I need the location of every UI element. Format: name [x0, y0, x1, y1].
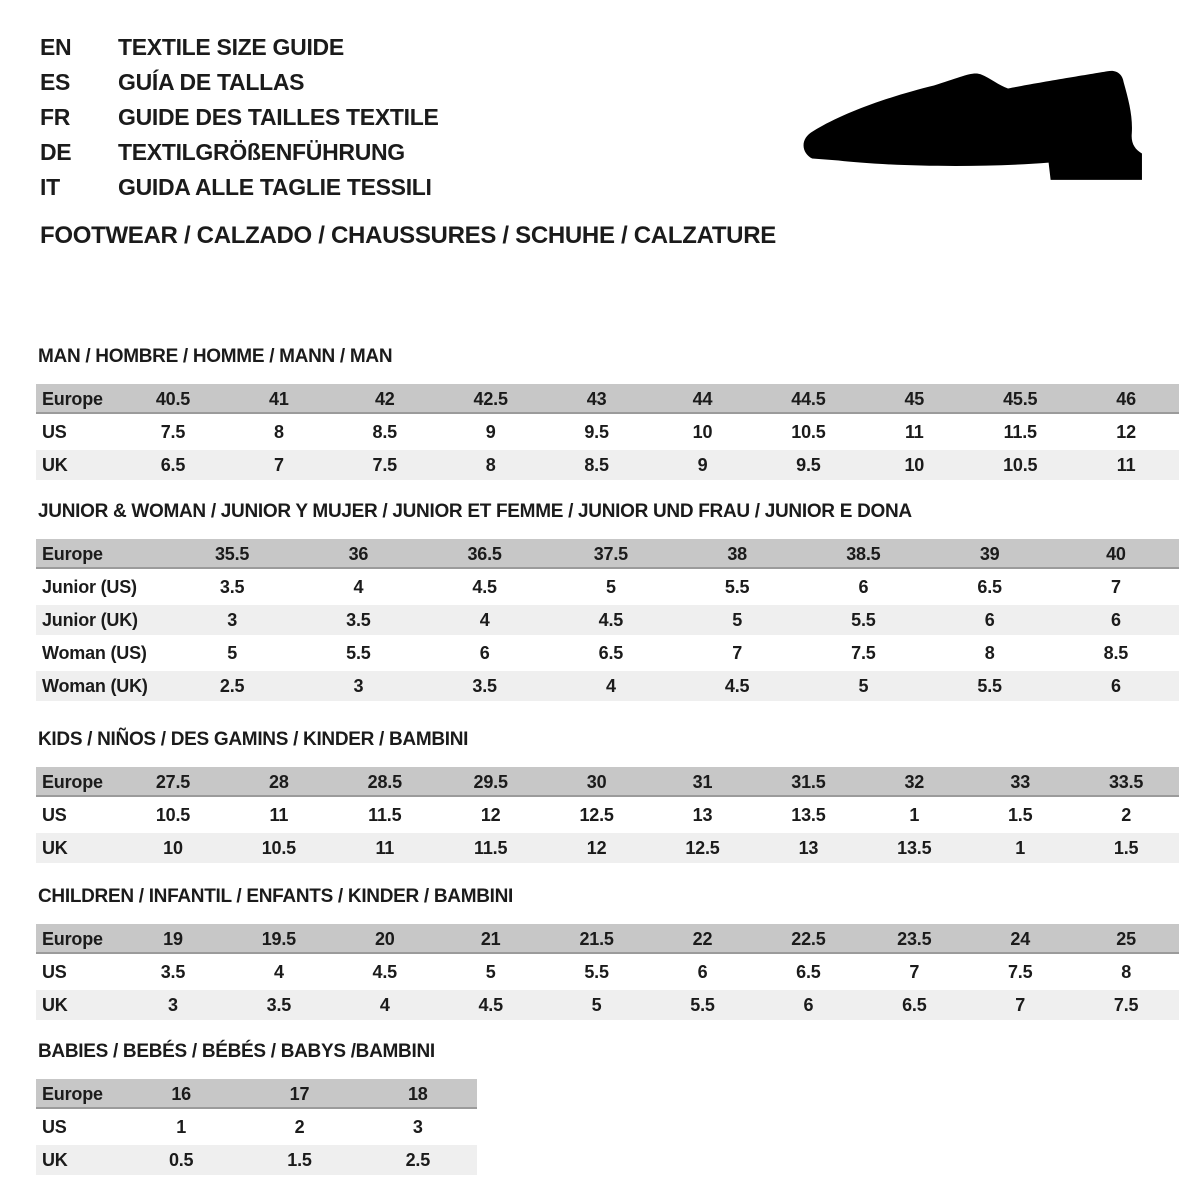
size-table — [36, 924, 1179, 1020]
size-cell: 21.5 — [579, 929, 614, 949]
size-cell: 5.5 — [346, 643, 371, 663]
language-code: ES — [40, 69, 71, 95]
size-cell: 7 — [1015, 995, 1026, 1015]
size-cell: 11.5 — [474, 838, 508, 858]
size-cell: 11 — [904, 422, 924, 442]
language-title: TEXTILE SIZE GUIDE — [118, 34, 344, 60]
row-label: UK — [42, 838, 68, 858]
size-cell: 12 — [480, 805, 501, 825]
row-label: UK — [42, 1150, 68, 1170]
size-cell: 2 — [294, 1117, 305, 1137]
size-cell: 4 — [605, 676, 616, 696]
size-cell: 9.5 — [796, 455, 821, 475]
dress-shoe-icon — [800, 60, 1145, 184]
size-cell: 6.5 — [598, 643, 624, 663]
size-cell: 13.5 — [897, 838, 932, 858]
row-label: Europe — [42, 1084, 103, 1104]
size-cell: 12.5 — [685, 838, 720, 858]
size-cell: 31 — [692, 772, 713, 792]
size-cell: 3.5 — [219, 577, 245, 597]
size-cell: 1 — [176, 1117, 187, 1137]
size-cell: 10.5 — [261, 838, 296, 858]
row-label: UK — [42, 995, 68, 1015]
size-cell: 6 — [858, 577, 869, 597]
size-cell: 33.5 — [1108, 772, 1144, 792]
size-cell: 30 — [586, 772, 607, 792]
row-label: US — [42, 422, 67, 442]
language-title: GUIDA ALLE TAGLIE TESSILI — [118, 174, 432, 200]
size-cell: 10 — [904, 455, 925, 475]
table-row — [36, 957, 1179, 987]
language-row — [40, 100, 439, 135]
section-kids — [36, 729, 1179, 866]
section-babies — [36, 1041, 1179, 1178]
table-row — [36, 833, 1179, 863]
size-cell: 6.5 — [160, 455, 186, 475]
size-cell: 6 — [1110, 676, 1121, 696]
size-cell: 6 — [479, 643, 490, 663]
row-label: US — [42, 1117, 67, 1137]
size-cell: 27.5 — [155, 772, 191, 792]
size-cell: 2.5 — [405, 1150, 431, 1170]
size-cell: 21 — [480, 929, 501, 949]
size-cell: 3.5 — [160, 962, 186, 982]
table-row — [36, 990, 1179, 1020]
language-title: GUIDE DES TAILLES TEXTILE — [118, 104, 439, 130]
section-children — [36, 886, 1179, 1023]
size-cell: 10 — [163, 838, 183, 858]
language-title-block — [40, 30, 439, 205]
size-cell: 7.5 — [1007, 962, 1033, 982]
size-cell: 10.5 — [1003, 455, 1038, 475]
size-cell: 42.5 — [473, 389, 508, 409]
size-cell: 6 — [1110, 610, 1121, 630]
table-row — [36, 605, 1179, 635]
section-title: JUNIOR & WOMAN / JUNIOR Y MUJER / JUNIOR ET FEMME / JUNIOR UND FRAU / JUNIOR E DONA — [38, 501, 912, 522]
size-table — [36, 539, 1179, 701]
size-cell: 1.5 — [1113, 838, 1139, 858]
size-cell: 43 — [586, 389, 607, 409]
table-row — [36, 539, 1179, 569]
row-label: Woman (US) — [42, 643, 147, 663]
table-row — [36, 572, 1179, 602]
size-cell: 5 — [485, 962, 496, 982]
row-label: Junior (UK) — [42, 610, 138, 630]
size-cell: 33 — [1010, 772, 1031, 792]
size-cell: 3 — [168, 995, 178, 1015]
size-cell: 22 — [692, 929, 713, 949]
size-cell: 8.5 — [372, 422, 397, 442]
size-cell: 6.5 — [796, 962, 821, 982]
row-label: Europe — [42, 929, 103, 949]
table-row — [36, 671, 1179, 701]
row-label: US — [42, 805, 67, 825]
size-cell: 6 — [697, 962, 708, 982]
size-cell: 13 — [798, 838, 819, 858]
size-cell: 1.5 — [1007, 805, 1033, 825]
size-table — [36, 384, 1179, 480]
table-row — [36, 800, 1179, 830]
language-code: IT — [40, 174, 60, 200]
size-cell: 13.5 — [791, 805, 826, 825]
size-cell: 4 — [379, 995, 390, 1015]
row-label: Junior (US) — [42, 577, 137, 597]
size-cell: 22.5 — [791, 929, 826, 949]
size-cell: 5 — [591, 995, 602, 1015]
table-row — [36, 1112, 477, 1142]
language-row — [40, 65, 439, 100]
table-row — [36, 384, 1179, 414]
size-cell: 5.5 — [977, 676, 1002, 696]
language-row — [40, 170, 439, 205]
size-cell: 6.5 — [902, 995, 927, 1015]
size-cell: 11 — [1116, 455, 1136, 475]
size-cell: 7.5 — [160, 422, 186, 442]
table-row — [36, 417, 1179, 447]
size-cell: 8 — [273, 422, 284, 442]
size-cell: 7 — [1110, 577, 1121, 597]
size-cell: 7 — [909, 962, 920, 982]
table-row — [36, 450, 1179, 480]
size-cell: 7.5 — [372, 455, 397, 475]
size-cell: 35.5 — [215, 544, 250, 564]
row-label: US — [42, 962, 67, 982]
size-cell: 5 — [605, 577, 616, 597]
section-title: MAN / HOMBRE / HOMME / MANN / MAN — [38, 346, 393, 367]
size-cell: 7 — [273, 455, 284, 475]
size-cell: 29.5 — [473, 772, 508, 792]
size-cell: 4 — [353, 577, 364, 597]
size-cell: 12 — [586, 838, 607, 858]
size-cell: 11.5 — [368, 805, 402, 825]
size-cell: 4.5 — [598, 610, 624, 630]
size-cell: 3.5 — [346, 610, 371, 630]
size-cell: 9.5 — [584, 422, 609, 442]
size-cell: 8 — [485, 455, 496, 475]
size-cell: 4.5 — [372, 962, 397, 982]
size-cell: 7.5 — [1113, 995, 1139, 1015]
size-cell: 17 — [289, 1084, 310, 1104]
size-cell: 20 — [374, 929, 395, 949]
section-title: BABIES / BEBÉS / BÉBÉS / BABYS /BAMBINI — [38, 1041, 435, 1062]
section-title: KIDS / NIÑOS / DES GAMINS / KINDER / BAMBINI — [38, 729, 469, 750]
size-cell: 44 — [692, 389, 713, 409]
size-cell: 11 — [269, 805, 289, 825]
size-cell: 39 — [979, 544, 1000, 564]
size-cell: 8.5 — [1103, 643, 1129, 663]
size-cell: 19 — [163, 929, 183, 949]
size-cell: 7.5 — [851, 643, 876, 663]
size-cell: 7 — [732, 643, 743, 663]
size-cell: 44.5 — [791, 389, 826, 409]
size-cell: 5 — [227, 643, 238, 663]
size-cell: 3 — [227, 610, 238, 630]
size-cell: 40.5 — [155, 389, 191, 409]
size-cell: 45 — [904, 389, 925, 409]
size-cell: 8 — [984, 643, 995, 663]
size-cell: 24 — [1010, 929, 1031, 949]
size-cell: 1.5 — [287, 1150, 312, 1170]
size-cell: 1 — [909, 805, 920, 825]
size-cell: 10.5 — [791, 422, 826, 442]
size-cell: 4.5 — [478, 995, 503, 1015]
size-cell: 5 — [858, 676, 869, 696]
size-cell: 38.5 — [846, 544, 881, 564]
size-cell: 25 — [1116, 929, 1136, 949]
size-cell: 36.5 — [467, 544, 502, 564]
size-cell: 23.5 — [897, 929, 932, 949]
language-row — [40, 135, 439, 170]
size-cell: 10.5 — [155, 805, 191, 825]
size-cell: 11 — [375, 838, 395, 858]
size-cell: 40 — [1106, 544, 1126, 564]
size-cell: 4.5 — [472, 577, 497, 597]
size-cell: 38 — [727, 544, 747, 564]
size-cell: 6 — [803, 995, 814, 1015]
language-code: DE — [40, 139, 72, 165]
size-cell: 6.5 — [977, 577, 1002, 597]
table-row — [36, 924, 1179, 954]
size-cell: 45.5 — [1003, 389, 1038, 409]
language-row — [40, 30, 439, 65]
size-cell: 19.5 — [261, 929, 296, 949]
size-cell: 5.5 — [690, 995, 715, 1015]
size-cell: 10 — [692, 422, 713, 442]
size-cell: 16 — [171, 1084, 191, 1104]
size-cell: 32 — [904, 772, 925, 792]
size-cell: 37.5 — [593, 544, 628, 564]
language-title: TEXTILGRÖßENFÜHRUNG — [118, 139, 405, 165]
size-cell: 8 — [1121, 962, 1132, 982]
size-cell: 5 — [732, 610, 743, 630]
size-cell: 9 — [697, 455, 708, 475]
size-cell: 18 — [408, 1084, 428, 1104]
language-code: EN — [40, 34, 72, 60]
size-cell: 3.5 — [266, 995, 292, 1015]
size-cell: 46 — [1116, 389, 1136, 409]
size-cell: 4.5 — [724, 676, 750, 696]
size-cell: 2 — [1121, 805, 1132, 825]
size-cell: 28.5 — [367, 772, 402, 792]
size-cell: 28 — [269, 772, 289, 792]
size-cell: 11.5 — [1003, 422, 1037, 442]
row-label: Woman (UK) — [42, 676, 148, 696]
row-label: UK — [42, 455, 68, 475]
size-cell: 5.5 — [851, 610, 876, 630]
size-cell: 31.5 — [791, 772, 826, 792]
row-label: Europe — [42, 772, 103, 792]
size-cell: 3 — [412, 1117, 423, 1137]
category-heading: FOOTWEAR / CALZADO / CHAUSSURES / SCHUHE / CALZATURE — [40, 222, 776, 249]
size-cell: 42 — [374, 389, 395, 409]
size-cell: 1 — [1015, 838, 1026, 858]
row-label: Europe — [42, 544, 103, 564]
section-junior-woman — [36, 501, 1179, 704]
size-cell: 41 — [269, 389, 289, 409]
size-cell: 0.5 — [168, 1150, 194, 1170]
size-cell: 5.5 — [724, 577, 750, 597]
table-row — [36, 1079, 477, 1109]
size-cell: 36 — [348, 544, 369, 564]
table-row — [36, 638, 1179, 668]
size-cell: 4 — [273, 962, 284, 982]
size-cell: 9 — [485, 422, 496, 442]
size-cell: 3.5 — [472, 676, 497, 696]
row-label: Europe — [42, 389, 103, 409]
table-row — [36, 1145, 477, 1175]
size-cell: 13 — [692, 805, 713, 825]
size-table — [36, 1079, 477, 1175]
size-cell: 12 — [1116, 422, 1136, 442]
size-table — [36, 767, 1179, 863]
section-title: CHILDREN / INFANTIL / ENFANTS / KINDER / BAMBINI — [38, 886, 514, 907]
section-man — [36, 346, 1179, 483]
language-title: GUÍA DE TALLAS — [118, 69, 305, 95]
size-cell: 8.5 — [584, 455, 609, 475]
size-cell: 6 — [984, 610, 995, 630]
language-code: FR — [40, 104, 71, 130]
table-row — [36, 767, 1179, 797]
size-cell: 5.5 — [584, 962, 609, 982]
size-cell: 4 — [479, 610, 490, 630]
size-cell: 2.5 — [219, 676, 245, 696]
size-cell: 12.5 — [579, 805, 614, 825]
size-cell: 3 — [353, 676, 364, 696]
